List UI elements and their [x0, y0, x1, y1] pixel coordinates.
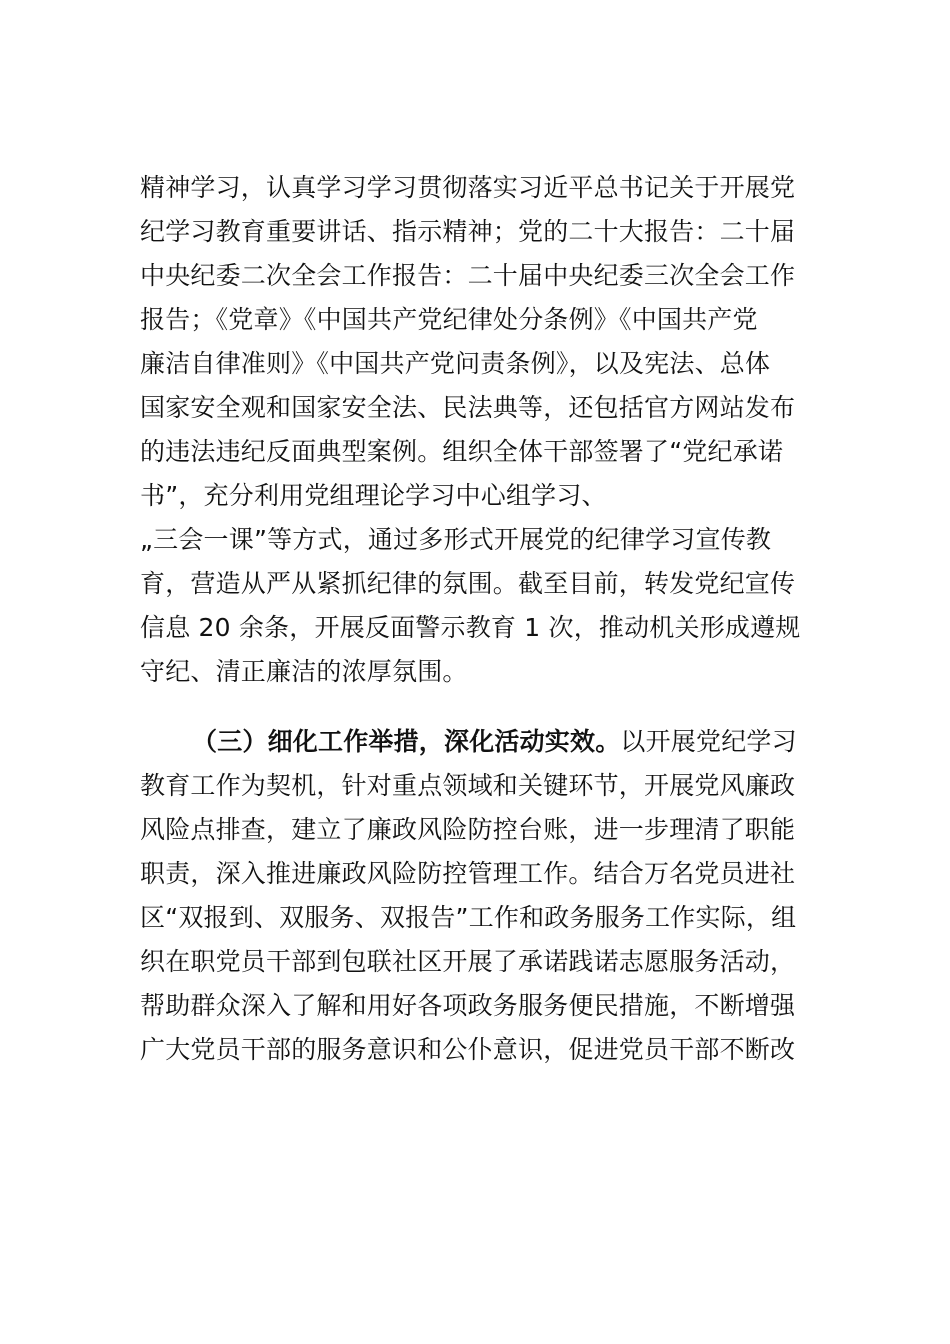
- paragraph-refine-measures: [140, 720, 830, 1072]
- text-line-first: [140, 720, 830, 764]
- text-line: 育，营造从严从紧抓纪律的氛围。截至目前，转发党纪宣传: [140, 569, 796, 598]
- heading-continuation: 以开展党纪学习: [620, 727, 797, 756]
- text-line: 中央纪委二次全会工作报告：二十届中央纪委三次全会工作: [140, 261, 796, 290]
- text-line: 教育工作为契机，针对重点领域和关键环节，开展党风廉政: [140, 771, 796, 800]
- text-line: 信息 20 余条，开展反面警示教育 1 次，推动机关形成遵规: [140, 613, 801, 642]
- text-line: 精神学习，认真学习学习贯彻落实习近平总书记关于开展党: [140, 173, 796, 202]
- text-line: 区“双报到、双服务、双报告”工作和政务服务工作实际，组: [140, 903, 797, 932]
- text-line: 的违法违纪反面典型案例。组织全体干部签署了“党纪承诺: [140, 437, 784, 466]
- section-heading: （三）细化工作举措，深化活动实效。: [192, 727, 621, 756]
- text-line: 廉洁自律准则》《中国共产党问责条例》，以及宪法、总体: [140, 349, 771, 378]
- text-line: 帮助群众深入了解和用好各项政务服务便民措施，不断增强: [140, 991, 796, 1020]
- text-line: 广大党员干部的服务意识和公仆意识，促进党员干部不断改: [140, 1035, 796, 1064]
- text-line: 职责，深入推进廉政风险防控管理工作。结合万名党员进社: [140, 859, 796, 888]
- text-line: 纪学习教育重要讲话、指示精神；党的二十大报告：二十届: [140, 217, 796, 246]
- text-line: 书”，充分利用党组理论学习中心组学习、: [140, 481, 607, 510]
- paragraph-study-education: [140, 166, 830, 694]
- text-line: 报告；《党章》《中国共产党纪律处分条例》《中国共产党: [140, 305, 758, 334]
- text-line: 织在职党员干部到包联社区开展了承诺践诺志愿服务活动，: [140, 947, 796, 976]
- text-line: „三会一课”等方式，通过多形式开展党的纪律学习宣传教: [140, 525, 772, 554]
- text-line: 守纪、清正廉洁的浓厚氛围。: [140, 657, 468, 686]
- text-line: 国家安全观和国家安全法、民法典等，还包括官方网站发布: [140, 393, 796, 422]
- text-line: 风险点排查，建立了廉政风险防控台账，进一步理清了职能: [140, 815, 796, 844]
